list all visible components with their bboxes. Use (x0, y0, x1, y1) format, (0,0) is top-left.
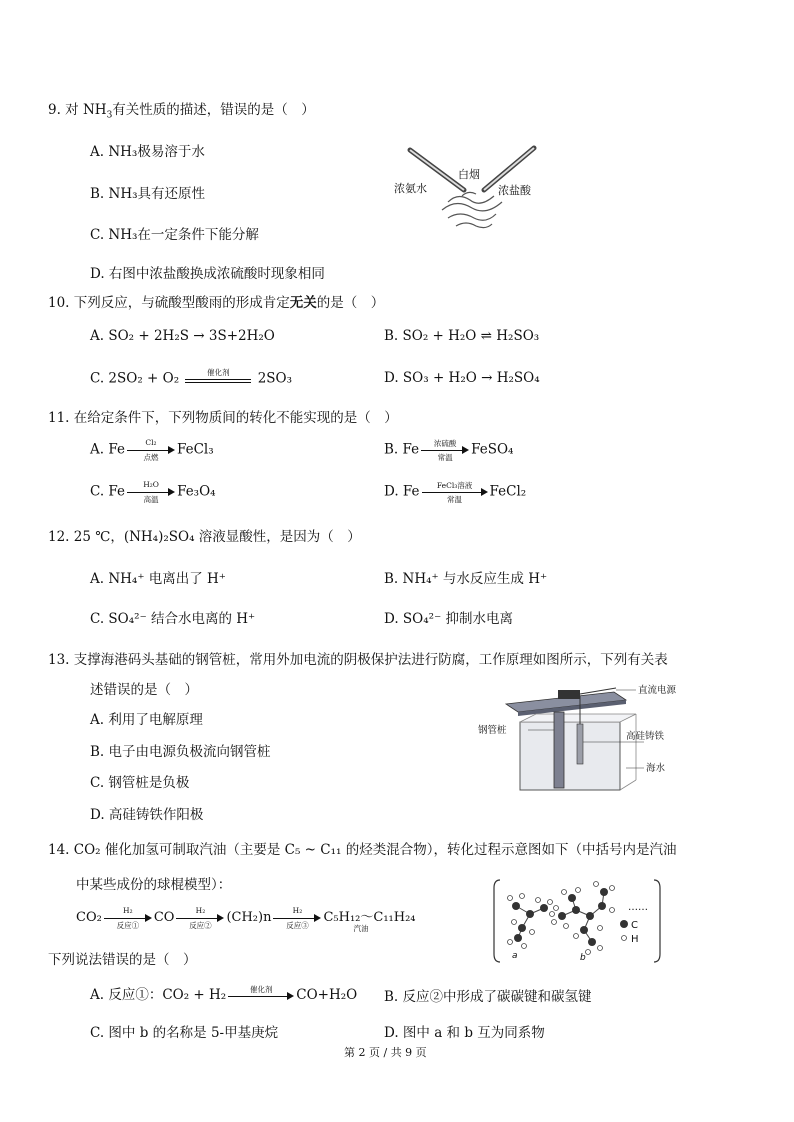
hcl-label: 浓盐酸 (498, 184, 531, 197)
q12-option-d: D. SO₄²⁻ 抑制水电离 (384, 611, 513, 627)
q12-option-a: A. NH₄⁺ 电离出了 H⁺ (90, 571, 226, 587)
q9-option-c: C. NH₃在一定条件下能分解 (90, 227, 259, 243)
q10-stem: 10. 下列反应，与硫酸型酸雨的形成肯定无关的是（ ） (48, 295, 385, 311)
carbon-legend-icon (620, 920, 628, 928)
q14-option-b: B. 反应②中形成了碳碳键和碳氢键 (384, 989, 592, 1005)
q9-stem: 9. 对 $NH_3$有关性质的描述，错误的是（ ） (48, 102, 315, 121)
reaction-arrow: H₂ 反应② (176, 907, 224, 929)
cathodic-protection-figure (476, 682, 676, 794)
reaction-arrow: H₂ 反应① (104, 907, 152, 929)
steel-pile-label: 钢管桩 (478, 725, 507, 736)
q10-option-d: D. SO₃ + H₂O → H₂SO₄ (384, 370, 540, 386)
hydrogen-legend-icon (622, 936, 627, 941)
q14-stem-line3: 下列说法错误的是（ ） (48, 952, 197, 968)
q10-option-c: C. 2SO₂ + O₂ 催化剂 2SO₃ (90, 368, 292, 390)
q9-option-b: B. NH₃具有还原性 (90, 186, 206, 202)
carbon-legend-label: C (631, 920, 638, 931)
q14-option-a: A. 反应①：CO₂ + H₂ 催化剂 CO+H₂O (90, 983, 357, 1007)
model-a-label: a (512, 951, 518, 961)
ammonia-smoke-figure (392, 140, 552, 236)
reaction-arrow: H₂ 反应③ (273, 907, 321, 929)
smoke-label: 白烟 (458, 168, 480, 181)
q12-option-c: C. SO₄²⁻ 结合水电离的 H⁺ (90, 611, 256, 627)
ammonia-label: 浓氨水 (394, 182, 427, 195)
q13-option-a: A. 利用了电解原理 (90, 712, 203, 728)
reaction-arrow: FeCl₃溶液 常温 (422, 481, 488, 503)
q14-option-d: D. 图中 a 和 b 互为同系物 (384, 1025, 545, 1041)
equilibrium-arrow: 催化剂 (185, 368, 251, 390)
q11-option-c: C. Fe H₂O 高温 Fe₃O₄ (90, 480, 216, 504)
q13-stem-line1: 13. 支撑海港码头基础的钢管桩，常用外加电流的阴极保护法进行防腐，工作原理如图所示，下列有关表 (48, 652, 668, 668)
silicon-iron-label: 高硅铸铁 (626, 731, 665, 742)
q11-stem: 11. 在给定条件下，下列物质间的转化不能实现的是（ ） (48, 410, 398, 426)
q14-stem-line2: 中某些成份的球棍模型）： (76, 877, 232, 893)
q10-option-b: B. SO₂ + H₂O ⇌ H₂SO₃ (384, 328, 540, 344)
q14-stem-line1: 14. CO₂ 催化加氢可制取汽油（主要是 C₅ ~ C₁₁ 的烃类混合物），转化过程示意图如下（中括号内是汽油 (48, 842, 677, 858)
q10-emphasis: 无关 (289, 295, 317, 311)
q12-option-b: B. NH₄⁺ 与水反应生成 H⁺ (384, 571, 548, 587)
q11-option-d: D. Fe FeCl₃溶液 常温 FeCl₂ (384, 481, 527, 504)
model-b-label: b (580, 953, 586, 963)
q13-stem-line2: 述错误的是（ ） (90, 682, 198, 698)
ellipsis-label: …… (628, 902, 648, 913)
q9-option-a: A. NH₃极易溶于水 (90, 144, 205, 160)
q13-option-c: C. 钢管桩是负极 (90, 775, 190, 791)
reaction-arrow: 催化剂 (228, 985, 294, 1007)
q11-option-a: A. Fe Cl₂ 点燃 FeCl₃ (90, 438, 214, 462)
q11-option-b: B. Fe 浓硫酸 常温 FeSO₄ (384, 439, 514, 462)
power-label: 直流电源 (638, 685, 676, 696)
q10-option-a: A. SO₂ + 2H₂S → 3S+2H₂O (90, 328, 275, 344)
q9-option-d: D. 右图中浓盐酸换成浓硫酸时现象相同 (90, 266, 325, 282)
q13-option-d: D. 高硅铸铁作阳极 (90, 807, 204, 823)
page-footer: 第 2 页 / 共 9 页 (344, 1046, 427, 1059)
q12-stem: 12. 25 ℃，(NH₄)₂SO₄ 溶液显酸性，是因为（ ） (48, 529, 361, 545)
reaction-arrow: 浓硫酸 常温 (421, 439, 469, 461)
reaction-arrow: H₂O 高温 (127, 481, 175, 503)
q13-option-b: B. 电子由电源负极流向钢管桩 (90, 744, 271, 760)
ball-stick-models (492, 876, 662, 966)
q14-option-c: C. 图中 b 的名称是 5-甲基庚烷 (90, 1025, 279, 1041)
hydrogen-legend-label: H (631, 934, 639, 945)
conversion-chain: CO₂ H₂ 反应① CO H₂ 反应② (CH₂)n H₂ 反应③ C₅H₁₂～C₁₁H₂₄ 汽油 (76, 905, 416, 933)
reaction-arrow: Cl₂ 点燃 (127, 439, 175, 461)
seawater-label: 海水 (646, 763, 666, 774)
